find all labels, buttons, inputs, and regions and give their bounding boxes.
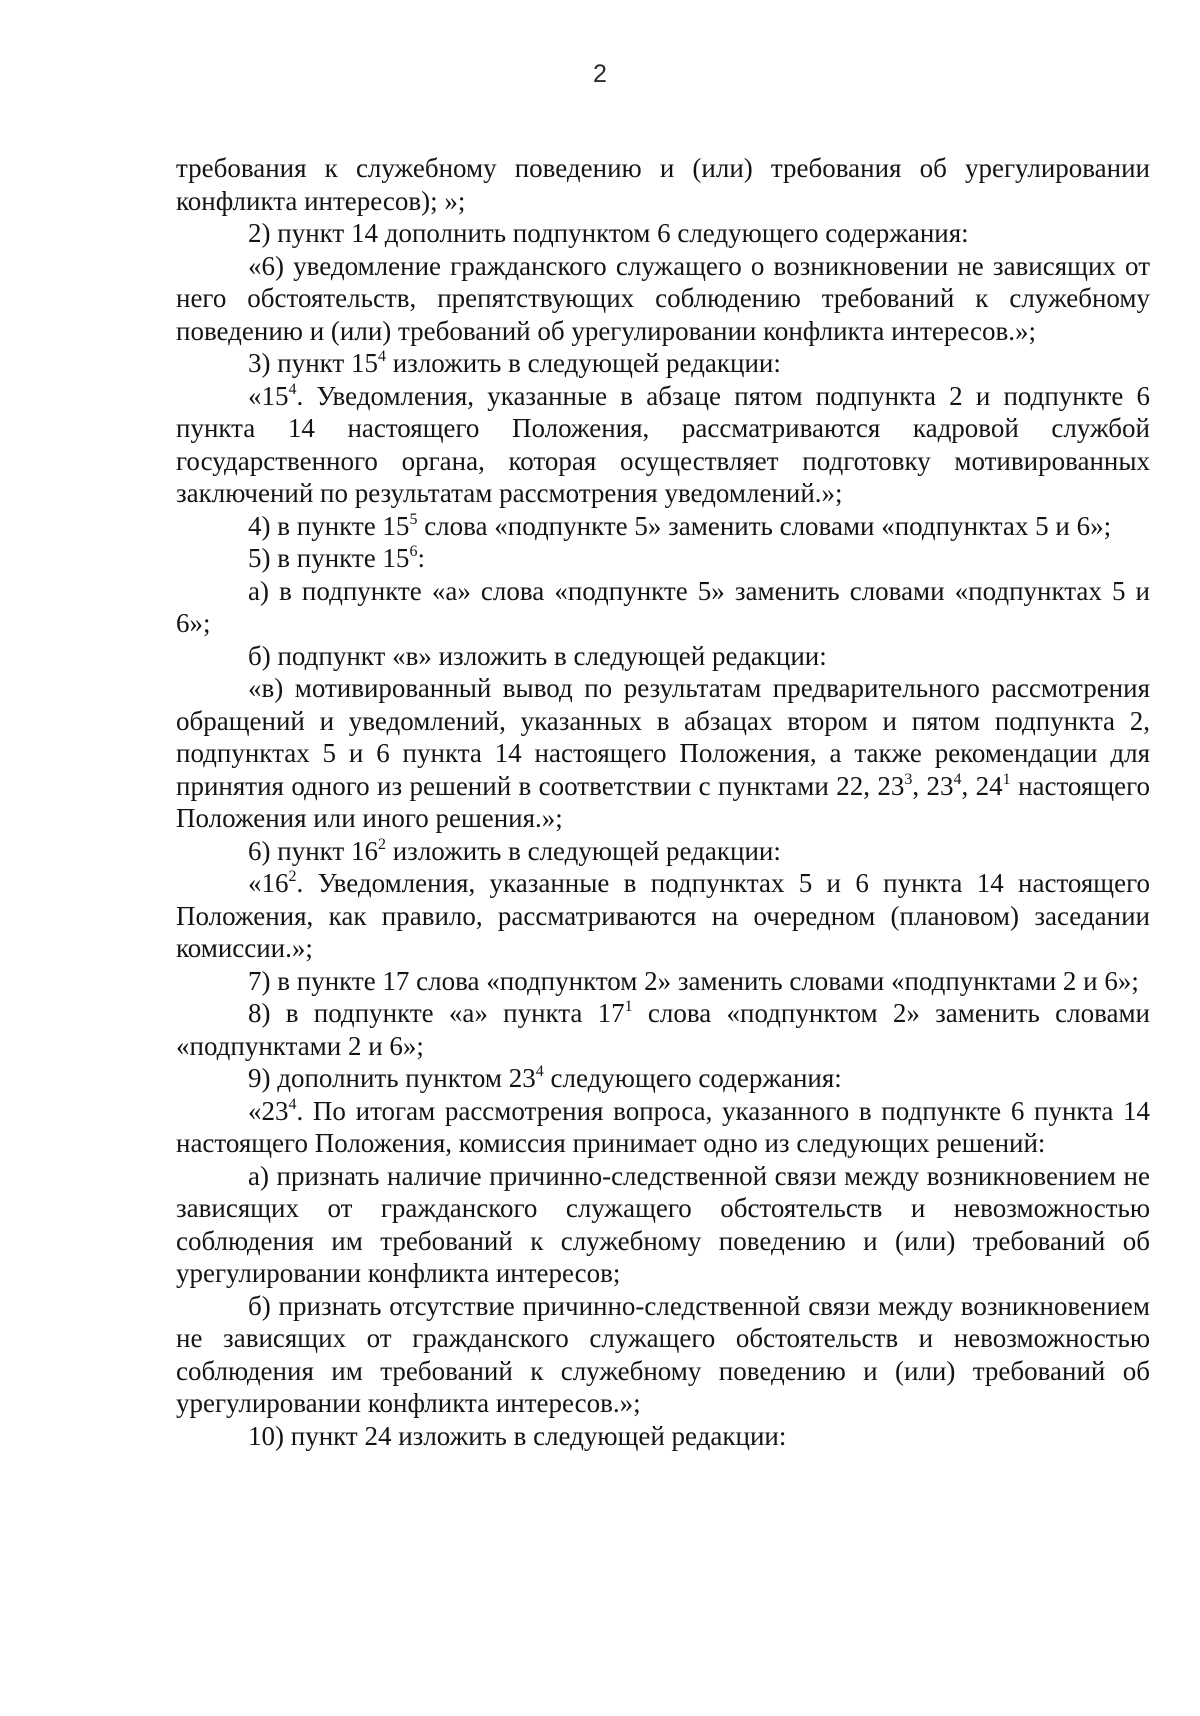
paragraph-text: 7) в пункте 17 слова «подпунктом 2» заменить словами «подпунктами 2 и 6»; <box>248 965 1139 996</box>
paragraph-text: 9) дополнить пунктом 23 <box>248 1063 536 1093</box>
paragraph <box>176 867 1150 965</box>
paragraph <box>176 217 1150 250</box>
superscript-index: 2 <box>288 867 297 885</box>
superscript-index: 3 <box>904 770 913 788</box>
superscript-index: 6 <box>409 542 418 560</box>
paragraph <box>176 1290 1150 1420</box>
paragraph <box>176 575 1150 640</box>
paragraph-text: требования к служебному поведению и (или) требования об урегулировании конфликта интересов); »; <box>176 153 1150 216</box>
superscript-index: 4 <box>953 770 962 788</box>
paragraph <box>176 997 1150 1062</box>
paragraph <box>176 250 1150 348</box>
paragraph-text: «в) мотивированный вывод по результатам предварительного рассмотрения обращений и уведомлений, указанных в абзацах втором и пятом подпункта 2, подпунктах 5 и 6 пункта 14 настоящего Положения, а также рекомендации для принятия одного из решений в соответствии с пунктами 22, 23 <box>176 673 1150 801</box>
paragraph <box>176 640 1150 673</box>
paragraph <box>176 152 1150 217</box>
superscript-index: 1 <box>624 997 633 1015</box>
paragraph-text: «16 <box>248 868 289 898</box>
paragraph-text: . По итогам рассмотрения вопроса, указанного в подпункте 6 пункта 14 настоящего Положения, комиссия принимает одно из следующих решений: <box>176 1095 1150 1158</box>
paragraph-text: 3) пункт 15 <box>248 348 378 378</box>
paragraph <box>176 672 1150 835</box>
paragraph-text: «6) уведомление гражданского служащего о возникновении не зависящих от него обстоятельств, препятствующих соблюдению требований к служебному поведению и (или) требований об урегулировании конфликта интересов.»; <box>176 250 1150 346</box>
paragraph-text: настоящего Положения или иного решения.»; <box>176 770 1151 833</box>
paragraph-text: слова «подпунктом 2» заменить словами «подпунктами 2 и 6»; <box>176 998 1150 1061</box>
paragraph-text: 8) в подпункте «а» пункта 17 <box>248 998 625 1028</box>
paragraph-text: изложить в следующей редакции: <box>385 835 781 866</box>
paragraph-text: , 23 <box>912 770 954 801</box>
page-number: 2 <box>593 60 607 88</box>
superscript-index: 4 <box>288 380 297 398</box>
paragraph-text: : <box>417 543 425 573</box>
paragraph <box>176 835 1150 868</box>
paragraph-text: 4) в пункте 15 <box>248 510 410 541</box>
paragraph-text: . Уведомления, указанные в абзаце пятом подпункта 2 и подпункте 6 пункта 14 настоящего Положения, рассматриваются кадровой службой государственного органа, которая осуществляет подготовку мотивированных заключений по результатам рассмотрения уведомлений.»; <box>176 380 1150 508</box>
paragraph <box>176 542 1150 575</box>
paragraph-text: б) подпункт «в» изложить в следующей редакции: <box>248 640 827 671</box>
superscript-index: 4 <box>535 1062 544 1080</box>
superscript-index: 4 <box>377 347 386 365</box>
paragraph-text: 5) в пункте 15 <box>248 543 410 573</box>
paragraph-text: 2) пункт 14 дополнить подпунктом 6 следующего содержания: <box>248 218 969 248</box>
paragraph-text: б) признать отсутствие причинно-следственной связи между возникновением не зависящих от гражданского служащего обстоятельств и невозможностью соблюдения им требований к служебному поведению и (или) требований об урегулировании конфликта интересов.»; <box>176 1290 1150 1418</box>
paragraph-text: 6) пункт 16 <box>248 835 378 866</box>
paragraph-text: 10) пункт 24 изложить в следующей редакции: <box>248 1420 787 1451</box>
document-body <box>176 152 1150 1452</box>
paragraph-text: , 24 <box>961 770 1003 801</box>
paragraph-text: изложить в следующей редакции: <box>385 348 781 378</box>
paragraph <box>176 1420 1150 1453</box>
paragraph <box>176 1095 1150 1160</box>
superscript-index: 4 <box>288 1095 297 1113</box>
paragraph-text: а) в подпункте «а» слова «подпункте 5» заменить словами «подпунктах 5 и 6»; <box>176 575 1150 638</box>
paragraph <box>176 1160 1150 1290</box>
paragraph <box>176 510 1150 543</box>
paragraph <box>176 965 1150 998</box>
paragraph <box>176 1062 1150 1095</box>
paragraph-text: следующего содержания: <box>543 1063 842 1093</box>
paragraph-text: «15 <box>248 380 289 411</box>
paragraph-text: . Уведомления, указанные в подпунктах 5 и 6 пункта 14 настоящего Положения, как правило, рассматриваются на очередном (плановом) заседании комиссии.»; <box>176 868 1150 963</box>
paragraph <box>176 347 1150 380</box>
superscript-index: 2 <box>377 835 386 853</box>
paragraph-text: «23 <box>248 1095 289 1126</box>
superscript-index: 5 <box>409 510 418 528</box>
paragraph-text: слова «подпункте 5» заменить словами «подпунктах 5 и 6»; <box>417 510 1112 541</box>
paragraph <box>176 380 1150 510</box>
paragraph-text: а) признать наличие причинно-следственной связи между возникновением не зависящих от гражданского служащего обстоятельств и невозможностью соблюдения им требований к служебному поведению и (или) требований об урегулировании конфликта интересов; <box>176 1160 1150 1288</box>
superscript-index: 1 <box>1002 770 1011 788</box>
